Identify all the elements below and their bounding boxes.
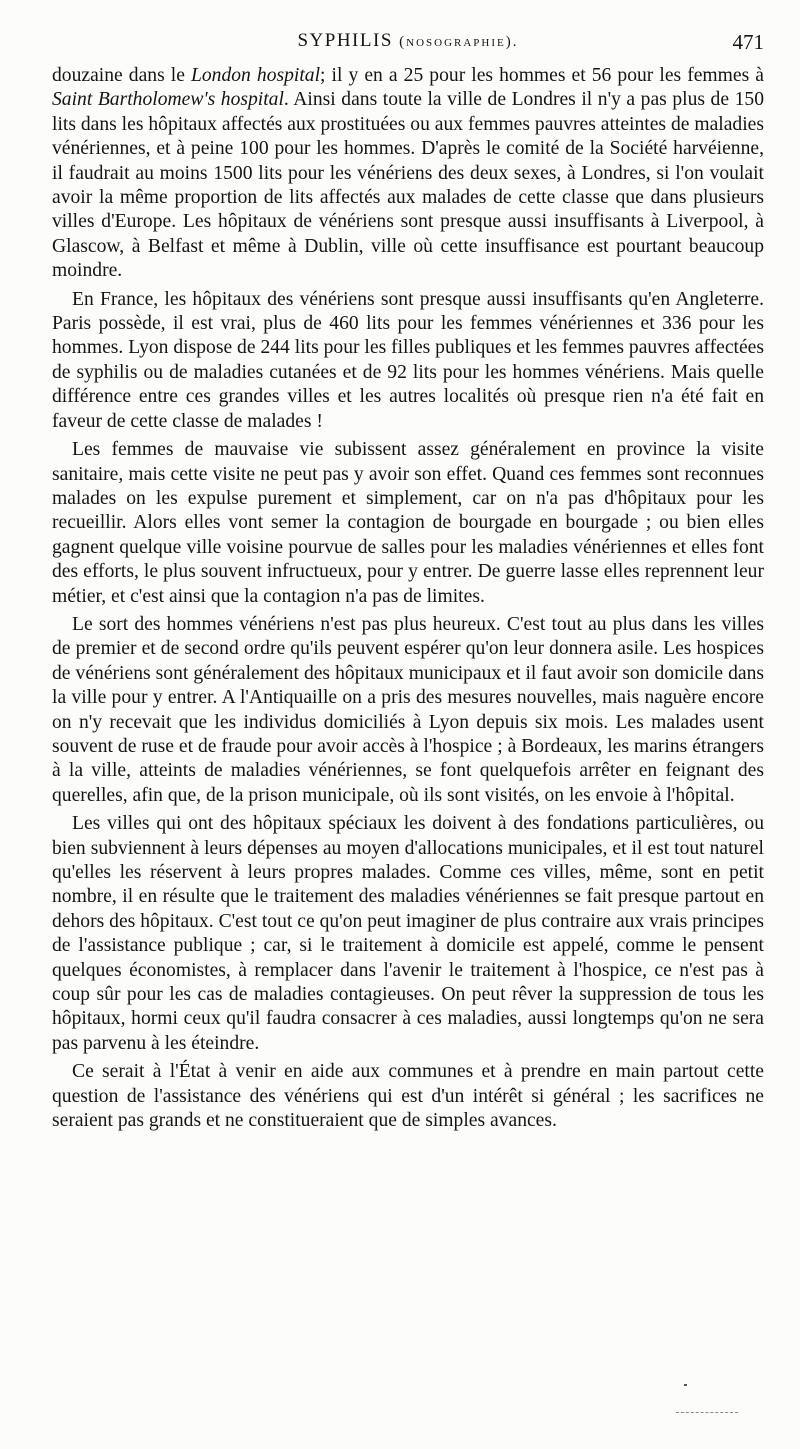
text-run: douzaine dans le: [52, 65, 191, 86]
paragraph: [52, 613, 764, 808]
paragraph: [52, 64, 764, 284]
ink-dash: [676, 1412, 738, 1413]
text-run: Ce serait à l'État à venir en aide aux communes et à prendre en main partout cette question de l'assistance des vénériens qui est d'un intérêt si général ; les sacrifices ne seraient pas grands et ne constitueraient que de simples avances.: [52, 1061, 764, 1132]
paragraph: [52, 288, 764, 434]
print-specks: [676, 1384, 746, 1424]
running-head-subtitle: (nosographie).: [399, 34, 519, 50]
text-run-italic: Saint Bartholomew's hospital: [52, 89, 284, 111]
text-run: En France, les hôpitaux des vénériens sont presque aussi insuffisants qu'en Angleterre. Paris possède, il est vrai, plus de 460 lits pour les femmes vénériennes et 336 pour les hommes. Lyon dispose de 244 lits pour les filles publiques et les femmes pauvres affectées de syphilis ou de maladies cutanées et de 92 lits pour les hommes vénériens. Mais quelle différence entre ces grandes villes et les autres localités où presque rien n'a été fait en faveur de cette classe de malades !: [52, 288, 764, 432]
paragraph: [52, 812, 764, 1056]
text-run: Le sort des hommes vénériens n'est pas plus heureux. C'est tout au plus dans les villes de premier et de second ordre qu'ils peuvent espérer qu'on leur donnera asile. Les hospices de vénériens sont généralement des hôpitaux municipaux et il faut avoir son domicile dans la ville pour y entrer. A l'Antiquaille on a pris des mesures nouvelles, mais naguère encore on n'y recevait que les individus domiciliés à Lyon depuis six mois. Les malades usent souvent de ruse et de fraude pour avoir accès à l'hospice ; à Bordeaux, les marins étrangers à la ville, atteints de maladies vénériennes, se font quelquefois arrêter en feignant des querelles, afin que, de la prison municipale, où ils sont visités, on les envoie à l'hôpital.: [52, 613, 764, 806]
body-text: [52, 64, 764, 1133]
text-run: Les villes qui ont des hôpitaux spéciaux les doivent à des fondations particulières, ou bien subviennent à leurs dépenses au moyen d'allocations municipales, et il est tout naturel qu'elles les réservent à leurs propres malades. Comme ces villes, même, sont en petit nombre, il en résulte que le traitement des maladies vénériennes se fait presque partout en dehors des hôpitaux. C'est tout ce qu'on peut imaginer de plus contraire aux vrais principes de l'assistance publique ; car, si le traitement à domicile est appelé, comme le pensent quelques économistes, à remplacer dans l'avenir le traitement à l'hospice, ce n'est pas à coup sûr pour les cas de maladies contagieuses. On peut rêver la suppression de tous les hôpitaux, hormi ceux qu'il faudra consacrer à ces maladies, aussi longtemps qu'on ne sera pas parvenu à les éteindre.: [52, 813, 764, 1054]
text-run: . Ainsi dans toute la ville de Londres il n'y a pas plus de 150 lits dans les hôpitaux affectés aux prostituées ou aux femmes pauvres atteintes de maladies vénériennes, et à peine 100 pour les hommes. D'après le comité de la Société harvéienne, il faudrait au moins 1500 lits pour les vénériens des deux sexes, à Londres, si l'on voulait avoir la même proportion de lits affectés aux malades de cette classe que dans plusieurs villes d'Europe. Les hôpitaux de vénériens sont presque aussi insuffisants à Liverpool, à Glascow, à Belfast et même à Dublin, ville où cette insuffisance est pourtant beaucoup moindre.: [52, 89, 764, 282]
ink-speck: [684, 1384, 687, 1386]
page-number: 471: [732, 30, 764, 54]
text-run: ; il y en a 25 pour les hommes et 56 pour les femmes à: [320, 65, 764, 86]
text-run: Les femmes de mauvaise vie subissent assez généralement en province la visite sanitaire, mais cette visite ne peut pas y avoir son effet. Quand ces femmes sont reconnues malades on les expulse purement et simplement, car on n'a pas d'hôpitaux pour les recueillir. Alors elles vont semer la contagion de bourgade en bourgade ; ou bien elles gagnent quelque ville voisine pourvue de salles pour les maladies vénériennes et elles font des efforts, le plus souvent infructueux, pour y entrer. De guerre lasse elles reprennent leur métier, et c'est ainsi que la contagion n'a pas de limites.: [52, 439, 764, 607]
running-head-title: SYPHILIS: [297, 30, 393, 51]
paragraph: [52, 1060, 764, 1133]
running-head: [52, 30, 764, 60]
paragraph: [52, 438, 764, 609]
text-run-italic: London hospital: [190, 65, 321, 86]
